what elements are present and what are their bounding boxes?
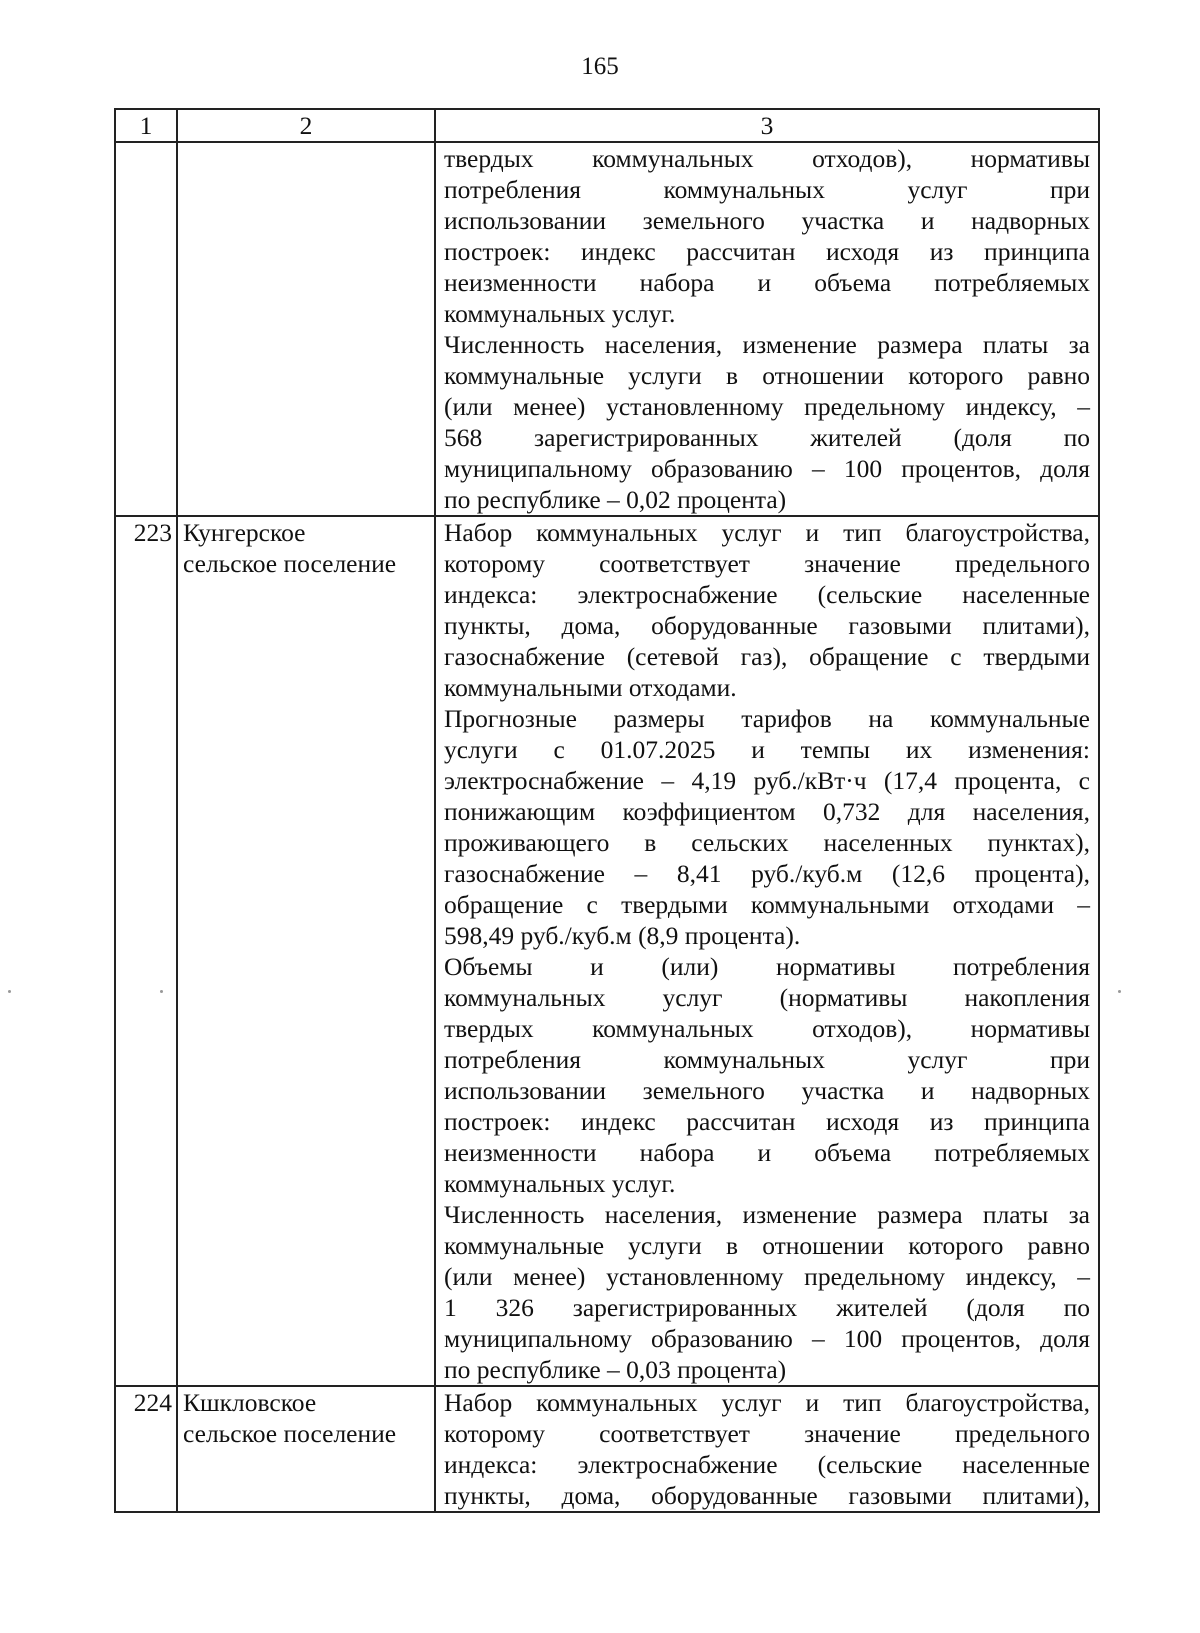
document-table	[114, 108, 1100, 1513]
text-line: Набор коммунальных услуг и тип благоустройства,	[444, 518, 1090, 547]
text-line: индекса: электроснабжение (сельские населенные	[444, 580, 1090, 609]
settlement-name: Кшкловское	[183, 1388, 317, 1417]
text-line: газоснабжение (сетевой газ), обращение с твердыми	[444, 642, 1090, 671]
text-line: использовании земельного участка и надворных	[444, 1076, 1090, 1105]
text-line: электроснабжение – 4,19 руб./кВт·ч (17,4 процента, с	[444, 766, 1090, 795]
text-line: потребления коммунальных услуг при	[444, 175, 1090, 204]
text-line: коммунальные услуги в отношении которого равно	[444, 361, 1090, 390]
text-line: по республике – 0,03 процента)	[444, 1355, 787, 1384]
text-line: которому соответствует значение предельного	[444, 1419, 1090, 1448]
settlement-type: сельское поселение	[183, 1419, 397, 1448]
text-line: (или менее) установленному предельному индексу, –	[444, 392, 1090, 421]
text-line: построек: индекс рассчитан исходя из принципа	[444, 237, 1090, 266]
text-line: неизменности набора и объема потребляемых	[444, 268, 1090, 297]
column-header-1: 1	[115, 109, 177, 142]
text-line: коммунальные услуги в отношении которого равно	[444, 1231, 1090, 1260]
settlement-type: сельское поселение	[183, 549, 397, 578]
row-name-cell	[177, 142, 435, 516]
settlement-name: Кунгерское	[183, 518, 306, 547]
text-line: пункты, дома, оборудованные газовыми плитами),	[444, 611, 1090, 640]
text-line: которому соответствует значение предельного	[444, 549, 1090, 578]
text-line: коммунальными отходами.	[444, 673, 737, 702]
row-number-cell: 224	[115, 1386, 177, 1512]
row-number-cell	[115, 142, 177, 516]
table-row-continuation	[115, 142, 1099, 516]
text-line: пункты, дома, оборудованные газовыми плитами),	[444, 1481, 1090, 1510]
row-description-cell	[435, 516, 1099, 1386]
text-line: Численность населения, изменение размера платы за	[444, 1200, 1090, 1229]
table-row-223	[115, 516, 1099, 1386]
text-line: твердых коммунальных отходов), нормативы	[444, 144, 1090, 173]
row-description-cell	[435, 142, 1099, 516]
text-line: муниципальному образованию – 100 процентов, доля	[444, 454, 1090, 483]
text-line: 1 326 зарегистрированных жителей (доля по	[444, 1293, 1090, 1322]
column-header-2: 2	[177, 109, 435, 142]
text-line: использовании земельного участка и надворных	[444, 206, 1090, 235]
text-line: твердых коммунальных отходов), нормативы	[444, 1014, 1090, 1043]
row-name-cell	[177, 516, 435, 1386]
text-line: по республике – 0,02 процента)	[444, 485, 787, 514]
row-description-cell	[435, 1386, 1099, 1512]
page-number: 165	[581, 53, 619, 80]
text-line: (или менее) установленному предельному индексу, –	[444, 1262, 1090, 1291]
text-line: неизменности набора и объема потребляемых	[444, 1138, 1090, 1167]
text-line: 568 зарегистрированных жителей (доля по	[444, 423, 1090, 452]
text-line: проживающего в сельских населенных пунктах),	[444, 828, 1090, 857]
row-name-cell	[177, 1386, 435, 1512]
text-line: построек: индекс рассчитан исходя из принципа	[444, 1107, 1090, 1136]
column-header-3: 3	[435, 109, 1099, 142]
table-row-224	[115, 1386, 1099, 1512]
text-line: Прогнозные размеры тарифов на коммунальные	[444, 704, 1090, 733]
text-line: индекса: электроснабжение (сельские населенные	[444, 1450, 1090, 1479]
text-line: коммунальных услуг (нормативы накопления	[444, 983, 1090, 1012]
text-line: потребления коммунальных услуг при	[444, 1045, 1090, 1074]
scan-speck	[160, 990, 163, 993]
text-line: 598,49 руб./куб.м (8,9 процента).	[444, 921, 801, 950]
text-line: Объемы и (или) нормативы потребления	[444, 952, 1090, 981]
scan-speck	[8, 990, 11, 993]
text-line: услуги с 01.07.2025 и темпы их изменения:	[444, 735, 1090, 764]
text-line: коммунальных услуг.	[444, 299, 676, 328]
text-line: Набор коммунальных услуг и тип благоустройства,	[444, 1388, 1090, 1417]
row-number-cell: 223	[115, 516, 177, 1386]
scan-speck	[1118, 990, 1121, 993]
text-line: коммунальных услуг.	[444, 1169, 676, 1198]
text-line: обращение с твердыми коммунальными отходами –	[444, 890, 1090, 919]
text-line: муниципальному образованию – 100 процентов, доля	[444, 1324, 1090, 1353]
text-line: газоснабжение – 8,41 руб./куб.м (12,6 процента),	[444, 859, 1090, 888]
text-line: Численность населения, изменение размера платы за	[444, 330, 1090, 359]
table-header-row	[115, 109, 1099, 142]
text-line: понижающим коэффициентом 0,732 для населения,	[444, 797, 1090, 826]
